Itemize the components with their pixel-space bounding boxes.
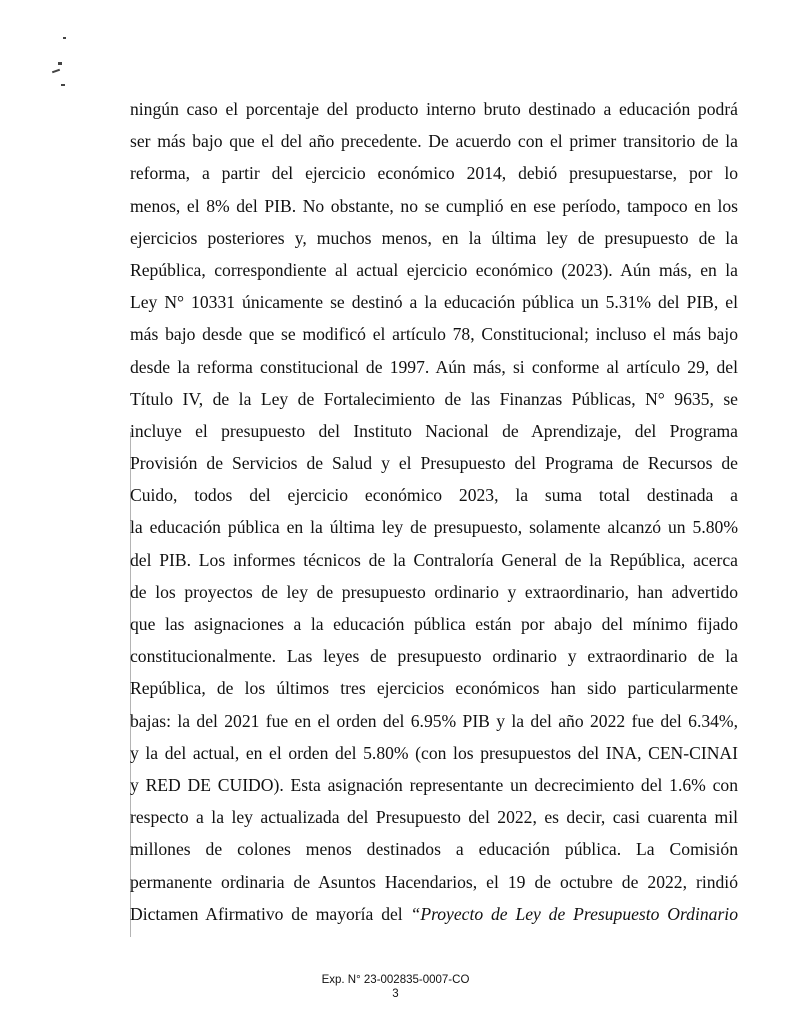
text-line: permanente ordinaria de Asuntos Hacendarios, el 19 de octubre de 2022, rindió <box>130 871 738 892</box>
text-line: ser más bajo que el del año precedente. De acuerdo con el primer transitorio de la <box>130 131 738 152</box>
bill-title-italic: “Proyecto de Ley de Presupuesto Ordinario <box>410 903 738 924</box>
text-line: ningún caso el porcentaje del producto interno bruto destinado a educación podrá <box>130 99 738 119</box>
text-line: ejercicios posteriores y, muchos menos, en la última ley de presupuesto de la <box>130 227 738 248</box>
text-line: desde la reforma constitucional de 1997. Aún más, si conforme al artículo 29, del <box>130 356 738 377</box>
scan-speck <box>52 69 60 74</box>
scan-speck <box>58 62 62 65</box>
text-line: República, correspondiente al actual ejercicio económico (2023). Aún más, en la <box>130 259 738 280</box>
text-line-last-prefix: Dictamen Afirmativo de mayoría del <box>130 903 411 924</box>
text-line: respecto a la ley actualizada del Presupuesto del 2022, es decir, casi cuarenta mil <box>130 807 738 828</box>
text-line: la educación pública en la última ley de presupuesto, solamente alcanzó un 5.80% <box>130 517 738 538</box>
text-line: Ley N° 10331 únicamente se destinó a la educación pública un 5.31% del PIB, el <box>130 292 738 313</box>
text-line: más bajo desde que se modificó el artículo 78, Constitucional; incluso el más bajo <box>130 324 738 345</box>
text-line: Provisión de Servicios de Salud y el Presupuesto del Programa de Recursos de <box>130 453 738 474</box>
text-line: incluye el presupuesto del Instituto Nacional de Aprendizaje, del Programa <box>130 420 738 441</box>
text-line: Cuido, todos del ejercicio económico 2023, la suma total destinada a <box>130 485 738 506</box>
text-line-last <box>130 898 738 930</box>
text-line: millones de colones menos destinados a educación pública. La Comisión <box>130 839 738 860</box>
text-line: Título IV, de la Ley de Fortalecimiento de las Finanzas Públicas, N° 9635, se <box>130 388 738 409</box>
text-line: de los proyectos de ley de presupuesto ordinario y extraordinario, han advertido <box>130 581 738 602</box>
scan-speck <box>61 84 65 86</box>
text-line: del PIB. Los informes técnicos de la Contraloría General de la República, acerca <box>130 549 738 570</box>
text-line: República, de los últimos tres ejercicios económicos han sido particularmente <box>130 678 738 699</box>
text-line: reforma, a partir del ejercicio económico 2014, debió presupuestarse, por lo <box>130 163 738 184</box>
body-paragraph <box>130 93 738 930</box>
case-number-footer: Exp. N° 23-002835-0007-CO <box>321 974 470 986</box>
text-line: que las asignaciones a la educación pública están por abajo del mínimo fijado <box>130 614 738 634</box>
page-number: 3 <box>392 988 399 1000</box>
text-line: y la del actual, en el orden del 5.80% (con los presupuestos del INA, CEN-CINAI <box>130 742 738 763</box>
text-line: bajas: la del 2021 fue en el orden del 6.95% PIB y la del año 2022 fue del 6.34%, <box>130 710 738 731</box>
text-line: menos, el 8% del PIB. No obstante, no se cumplió en ese período, tampoco en los <box>130 195 738 216</box>
text-line: constitucionalmente. Las leyes de presupuesto ordinario y extraordinario de la <box>130 646 738 667</box>
scan-speck <box>63 37 66 39</box>
text-line: y RED DE CUIDO). Esta asignación representante un decrecimiento del 1.6% con <box>130 774 738 795</box>
